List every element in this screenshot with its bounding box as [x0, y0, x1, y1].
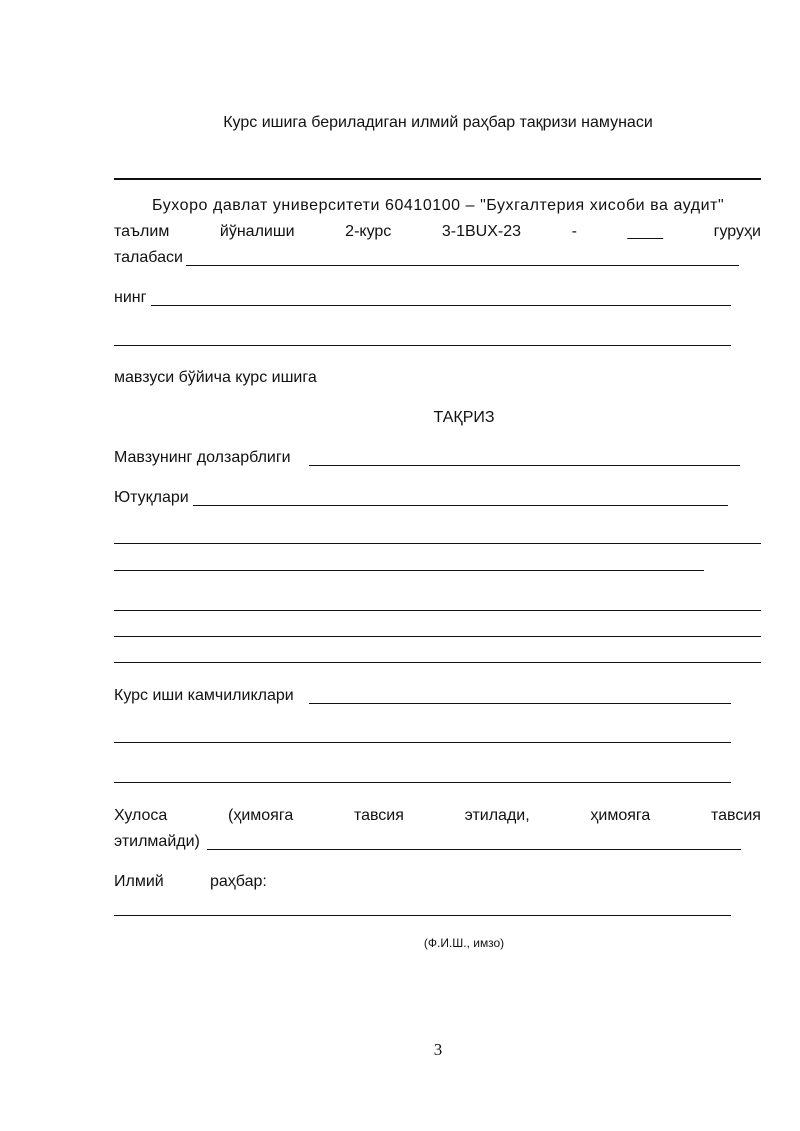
- ning-label: нинг: [114, 289, 147, 306]
- shortcomings-line-3[interactable]: [114, 782, 731, 783]
- conclusion-word: ҳимояга: [590, 807, 651, 824]
- intro-word: йўналиши: [219, 223, 295, 240]
- topic-line-1[interactable]: [151, 305, 731, 306]
- achievements-line-2[interactable]: [114, 543, 761, 544]
- achievements-label: Ютуқлари: [114, 489, 189, 506]
- relevance-label: Мавзунинг долзарблиги: [114, 449, 291, 466]
- conclusion-word: этилади,: [464, 807, 530, 824]
- achievements-line[interactable]: [193, 505, 728, 506]
- intro-word: гуруҳи: [713, 223, 761, 240]
- review-heading: ТАҚРИЗ: [433, 409, 495, 426]
- student-label: талабаси: [114, 249, 183, 266]
- achievements-line-6[interactable]: [114, 662, 761, 663]
- student-name-line[interactable]: [186, 265, 739, 266]
- intro-text-1: Бухоро давлат университети 60410100 – "Бухгалтерия хисоби ва аудит": [152, 197, 725, 214]
- conclusion-line-1: [114, 806, 761, 826]
- achievements-line-3[interactable]: [114, 570, 704, 571]
- intro-line-2: [114, 222, 761, 242]
- topic-caption: мавзуси бўйича курс ишига: [114, 369, 317, 386]
- conclusion-word: (ҳимояга: [228, 807, 294, 824]
- title-divider: [114, 178, 761, 180]
- group-blank: ____: [627, 223, 664, 240]
- conclusion-word: Хулоса: [114, 807, 168, 824]
- conclusion-word: тавсия: [353, 807, 404, 824]
- shortcomings-line-2[interactable]: [114, 742, 731, 743]
- conclusion-word: тавсия: [710, 807, 761, 824]
- signature-note: (Ф.И.Ш., имзо): [423, 936, 505, 950]
- intro-word: таълим: [114, 223, 170, 240]
- achievements-line-4[interactable]: [114, 610, 761, 611]
- intro-word: 2-курс: [345, 223, 392, 240]
- intro-word: -: [571, 223, 577, 240]
- intro-line-1: [114, 196, 761, 216]
- supervisor-label-1: Илмий: [114, 873, 164, 890]
- achievements-line-5[interactable]: [114, 636, 761, 637]
- relevance-line[interactable]: [309, 465, 740, 466]
- conclusion-answer-line[interactable]: [207, 849, 741, 850]
- page-number: 3: [433, 1040, 443, 1059]
- shortcomings-label: Курс иши камчиликлари: [114, 687, 294, 704]
- intro-word: 3-1BUX-23: [441, 223, 522, 240]
- topic-line-2[interactable]: [114, 345, 731, 346]
- supervisor-signature-line[interactable]: [114, 915, 731, 916]
- document-title: Курс ишига бериладиган илмий раҳбар тақризи намунаси: [223, 114, 653, 131]
- supervisor-label-2: раҳбар:: [210, 873, 267, 890]
- conclusion-line-2: этилмайди): [114, 833, 200, 850]
- shortcomings-line[interactable]: [309, 703, 731, 704]
